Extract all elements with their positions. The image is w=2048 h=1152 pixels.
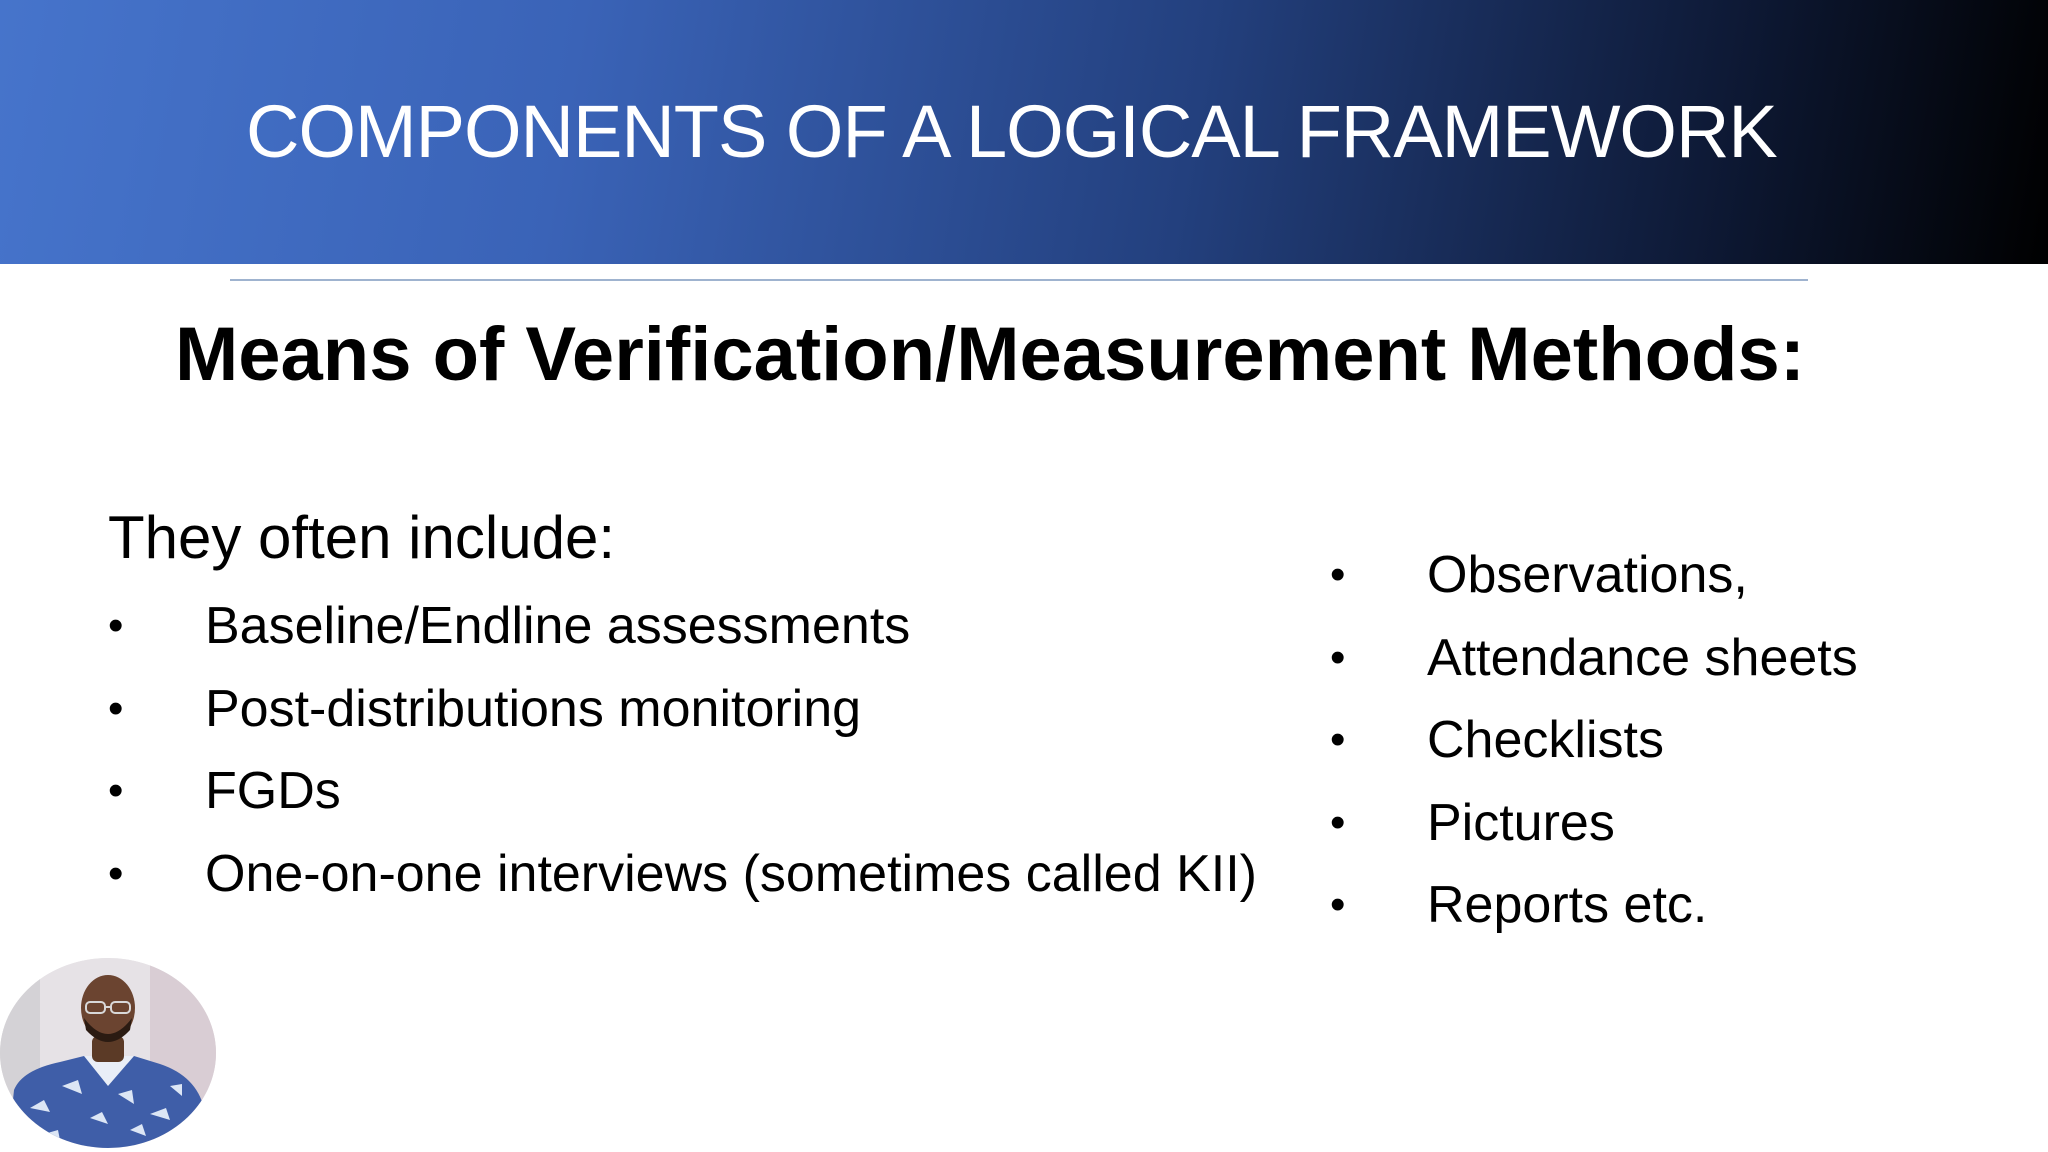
bullet-icon: • <box>1330 797 1346 847</box>
list-item-text: Reports etc. <box>1427 876 1708 934</box>
title-banner <box>0 0 2048 264</box>
list-item-text: Observations, <box>1427 546 1748 604</box>
bullet-icon: • <box>1330 880 1346 929</box>
divider-line <box>230 279 1808 281</box>
bullet-icon: • <box>108 766 124 815</box>
bullet-icon: • <box>1330 632 1346 682</box>
bullet-icon: • <box>1330 715 1346 764</box>
list-item-text: Pictures <box>1427 793 1615 852</box>
presenter-webcam-icon <box>0 958 216 1148</box>
list-item-text: Baseline/Endline assessments <box>205 597 911 655</box>
bullet-icon: • <box>108 848 124 898</box>
slide-title: COMPONENTS OF A LOGICAL FRAMEWORK <box>246 90 1777 173</box>
bullet-icon: • <box>108 683 124 733</box>
list-item-text: Attendance sheets <box>1427 628 1858 687</box>
list-item-text: FGDs <box>205 762 341 820</box>
list-item-text: One-on-one interviews (sometimes called KII) <box>205 844 1257 903</box>
list-item-text: Post-distributions monitoring <box>205 679 862 738</box>
presenter-silhouette-icon <box>0 958 216 1148</box>
slide-subtitle: Means of Verification/Measurement Methods: <box>174 312 1806 397</box>
intro-text: They often include: <box>108 504 615 571</box>
list-item-text: Checklists <box>1427 711 1664 769</box>
bullet-icon: • <box>1330 550 1346 599</box>
bullet-icon: • <box>108 601 124 650</box>
